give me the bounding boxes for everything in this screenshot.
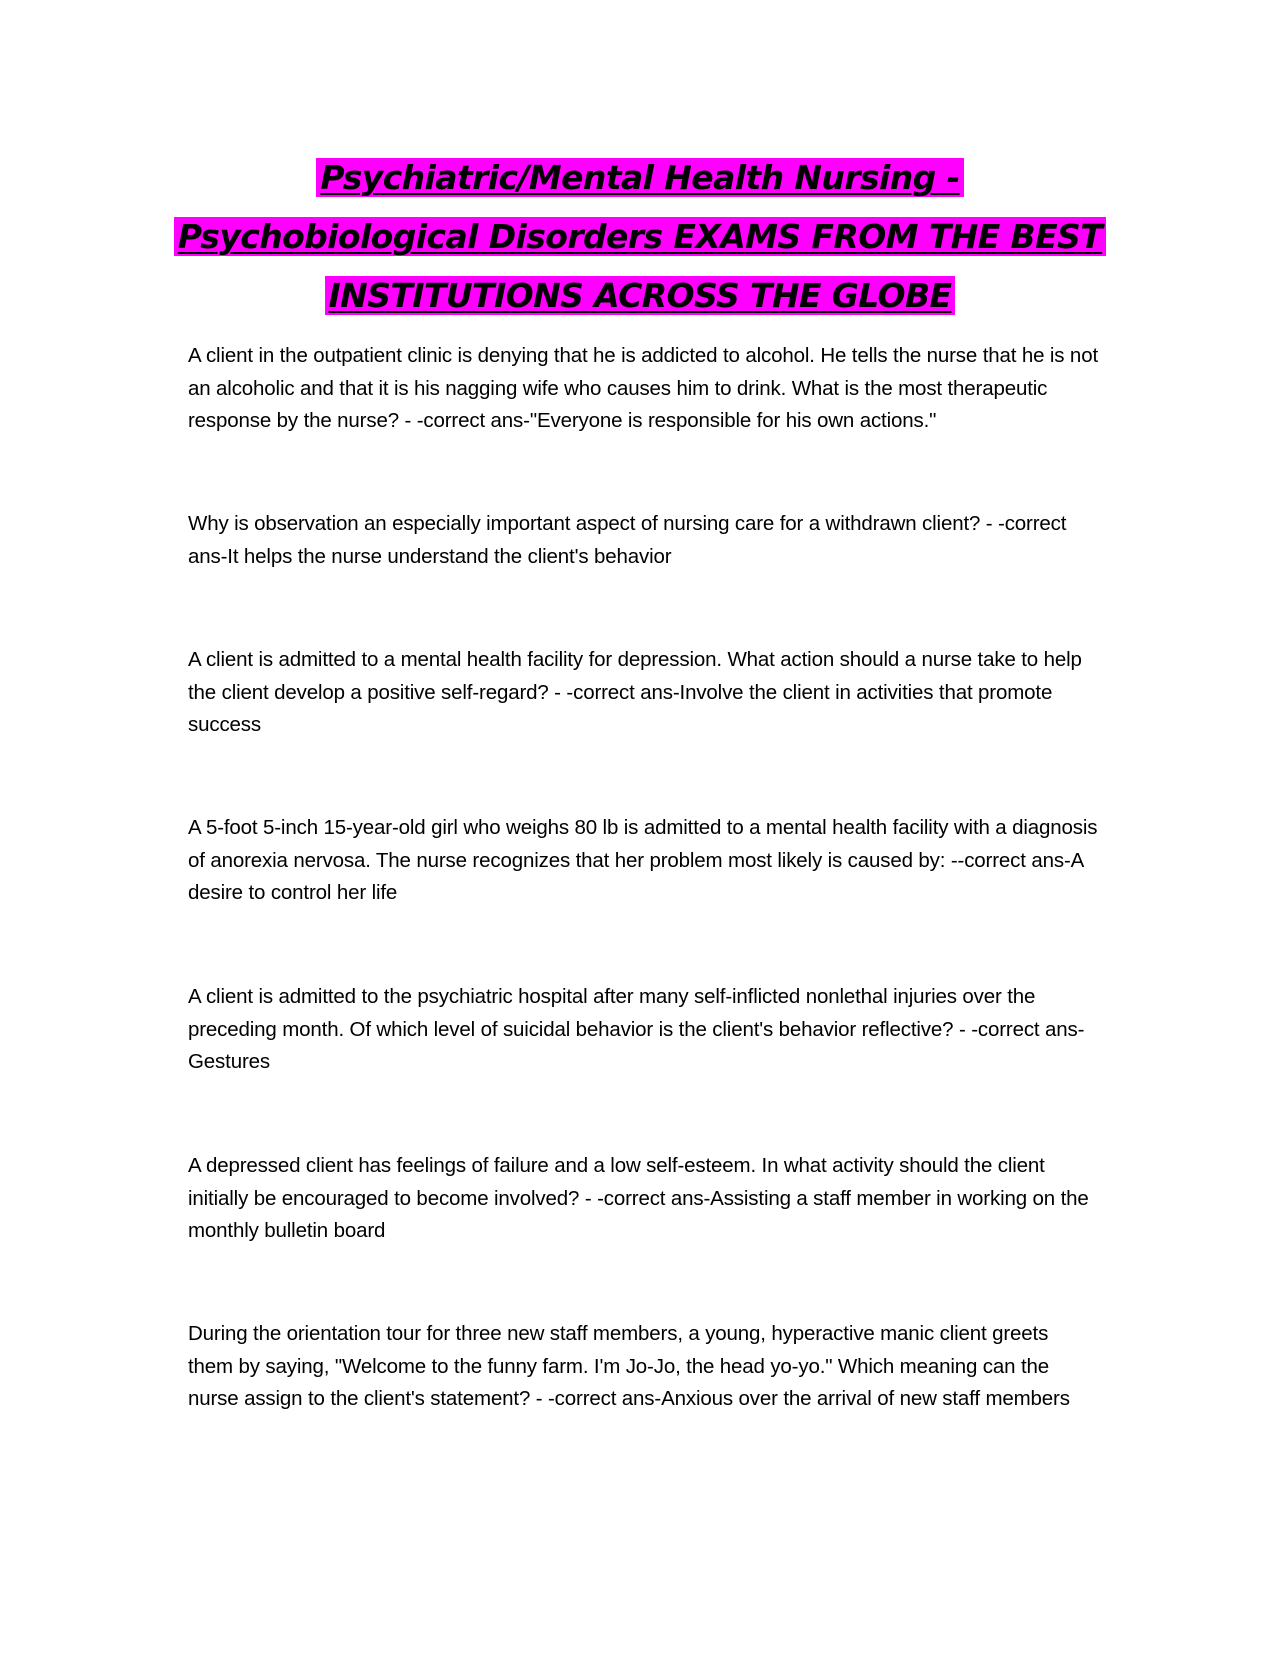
qa-item-7	[188, 1318, 1098, 1416]
question-text: Why is observation an especially important aspect of nursing care for a withdrawn client? -	[188, 512, 993, 535]
answer-text: -correct ans-Anxious over the arrival of new staff members	[547, 1387, 1070, 1410]
answer-text: -correct ans-Involve the client in activities that promote success	[188, 680, 1053, 736]
question-text: A client in the outpatient clinic is denying that he is addicted to alcohol. He tells the nurse that he is not an alcoholic and that it is his nagging wife who causes him to drink. What is the most therapeutic response by the nurse? -	[188, 344, 1098, 432]
title-highlight: INSTITUTIONS ACROSS THE GLOBE	[325, 276, 956, 315]
question-text: A 5-foot 5-inch 15-year-old girl who weighs 80 lb is admitted to a mental health facility with a diagnosis of anorexia nervosa. The nurse recognizes that her problem most likely is caused by: -	[188, 816, 1098, 872]
title-highlight: Psychiatric/Mental Health Nursing -	[316, 158, 963, 197]
question-text: During the orientation tour for three new staff members, a young, hyperactive manic client greets them by saying, "Welcome to the funny farm. I'm Jo-Jo, the head yo-yo." Which meaning can the nurse assign to the client's statement? -	[188, 1322, 1049, 1410]
title-highlight: Psychobiological Disorders EXAMS FROM THE BEST	[174, 217, 1106, 256]
answer-text: -correct ans-"Everyone is responsible for his own actions."	[416, 409, 937, 432]
title-line-3	[150, 266, 1130, 325]
qa-item-6	[188, 1150, 1098, 1248]
title-line-2	[150, 207, 1130, 266]
qa-item-1	[188, 340, 1098, 438]
question-text: A client is admitted to a mental health facility for depression. What action should a nurse take to help the client develop a positive self-regard? -	[188, 648, 1082, 704]
qa-item-2	[188, 508, 1098, 573]
answer-text: -correct ans-A desire to control her life	[188, 848, 1084, 904]
question-text: A client is admitted to the psychiatric hospital after many self-inflicted nonlethal injuries over the preceding month. Of which level of suicidal behavior is the client's behavior reflective? -	[188, 985, 1036, 1041]
answer-text: -correct ans-It helps the nurse understand the client's behavior	[188, 512, 1067, 568]
question-text: A depressed client has feelings of failure and a low self-esteem. In what activity should the client initially be encouraged to become involved? -	[188, 1154, 1045, 1210]
qa-item-5	[188, 981, 1098, 1079]
title-line-1	[150, 148, 1130, 207]
qa-item-4	[188, 812, 1098, 910]
answer-text: -correct ans-Gestures	[188, 1017, 1085, 1073]
qa-item-3	[188, 644, 1098, 742]
document-title	[150, 148, 1130, 325]
answer-text: -correct ans-Assisting a staff member in working on the monthly bulletin board	[188, 1186, 1089, 1242]
